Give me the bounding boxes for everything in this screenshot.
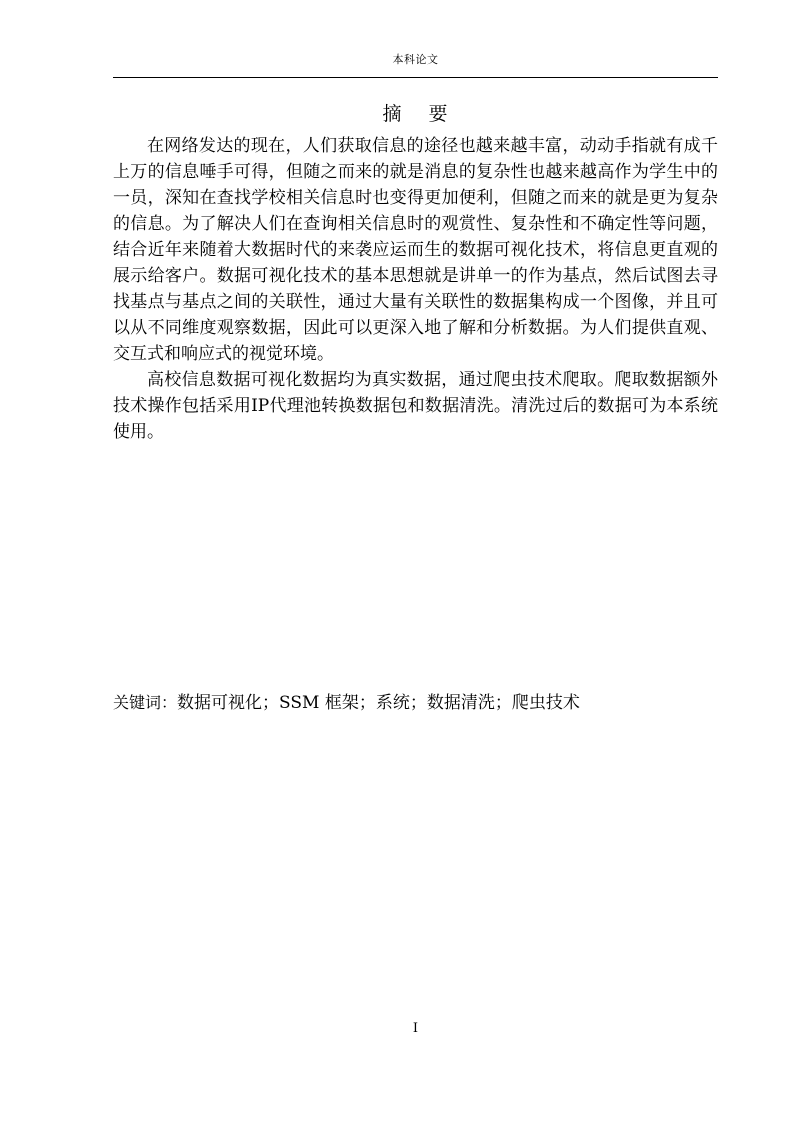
page-number: I: [412, 1021, 419, 1036]
running-header-text: 本科论文: [392, 53, 439, 66]
abstract-title-first-char: 摘: [382, 103, 403, 125]
abstract-title: [113, 101, 718, 127]
keywords-line: [113, 690, 718, 716]
abstract-paragraph-1: 在网络发达的现在，人们获取信息的途径也越来越丰富，动动手指就有成千上万的信息唾手可得，但随之而来的就是消息的复杂性也越来越高作为学生中的一员，深知在查找学校相关信息时也变得更加便利，但随之而来的就是更为复杂的信息。为了解决人们在查询相关信息时的观赏性、复杂性和不确定性等问题，结合近年来随着大数据时代的来袭应运而生的数据可视化技术，将信息更直观的展示给客户。数据可视化技术的基本思想就是讲单一的作为基点，然后试图去寻找基点与基点之间的关联性，通过大量有关联性的数据集构成一个图像，并且可以从不同维度观察数据，因此可以更深入地了解和分析数据。为人们提供直观、交互式和响应式的视觉环境。: [113, 136, 718, 364]
abstract-paragraph-2: 高校信息数据可视化数据均为真实数据，通过爬虫技术爬取。爬取数据额外技术操作包括采用IP代理池转换数据包和数据清洗。清洗过后的数据可为本系统使用。: [113, 370, 718, 442]
abstract-title-second-char: 要: [428, 103, 449, 125]
keywords-label: 关键词：: [113, 693, 178, 712]
header-divider: [113, 77, 718, 78]
abstract-body: [113, 133, 718, 445]
keywords-text: 数据可视化；SSM 框架；系统；数据清洗；爬虫技术: [177, 693, 580, 713]
running-header: [113, 53, 718, 67]
